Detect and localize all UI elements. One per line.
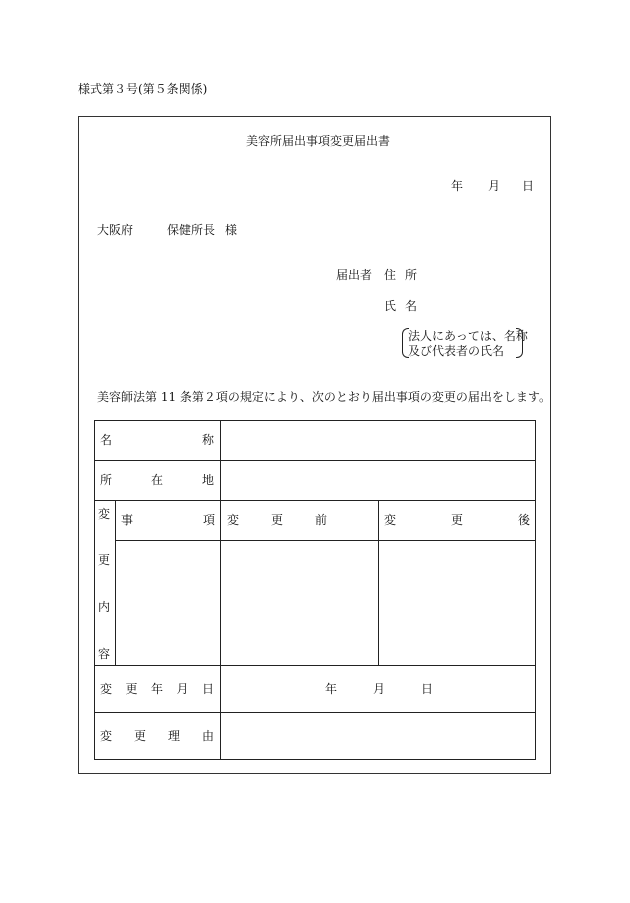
after-header: 変 更 後 <box>384 513 530 527</box>
name-row-label: 名 称 <box>100 433 214 447</box>
addressee-office: 保健所長 <box>167 223 216 237</box>
name-field[interactable] <box>221 421 535 460</box>
addressee-prefecture: 大阪府 <box>97 223 134 237</box>
change-date-year: 年 <box>325 682 338 696</box>
change-content-char-4: 容 <box>97 647 110 661</box>
form-title: 美容所届出事項変更届出書 <box>246 134 391 148</box>
location-row-label: 所 在 地 <box>100 473 214 487</box>
item-header: 事 項 <box>121 513 215 527</box>
change-date-day: 日 <box>421 682 434 696</box>
corporate-note-line-1: 法人にあっては、名称 <box>408 329 528 343</box>
change-date-label: 変 更 年 月 日 <box>100 682 214 696</box>
change-reason-label: 変 更 理 由 <box>100 729 214 743</box>
location-field[interactable] <box>221 461 535 500</box>
applicant-label: 届出者 <box>336 268 373 282</box>
before-header: 変 更 前 <box>227 513 327 527</box>
form-number: 様式第３号(第５条関係) <box>78 82 208 96</box>
address-label-char-2: 所 <box>405 268 418 282</box>
change-after-field[interactable] <box>379 541 535 665</box>
date-month-label: 月 <box>488 179 501 193</box>
change-content-char-2: 更 <box>97 553 110 567</box>
change-reason-field[interactable] <box>221 713 535 759</box>
name-label-char-2: 名 <box>405 299 418 313</box>
date-day-label: 日 <box>522 179 535 193</box>
change-content-char-3: 内 <box>97 600 110 614</box>
address-label-char-1: 住 <box>384 268 397 282</box>
note-right-bracket <box>516 328 523 358</box>
addressee-honorific: 様 <box>225 223 238 237</box>
corporate-note-line-2: 及び代表者の氏名 <box>408 344 505 358</box>
change-date-month: 月 <box>373 682 386 696</box>
change-content-char-1: 変 <box>97 507 110 521</box>
statement: 美容師法第 11 条第２項の規定により、次のとおり届出事項の変更の届出をします。 <box>97 390 551 404</box>
change-item-field[interactable] <box>116 541 220 665</box>
name-label-char-1: 氏 <box>384 299 397 313</box>
change-before-field[interactable] <box>221 541 378 665</box>
date-year-label: 年 <box>451 179 464 193</box>
